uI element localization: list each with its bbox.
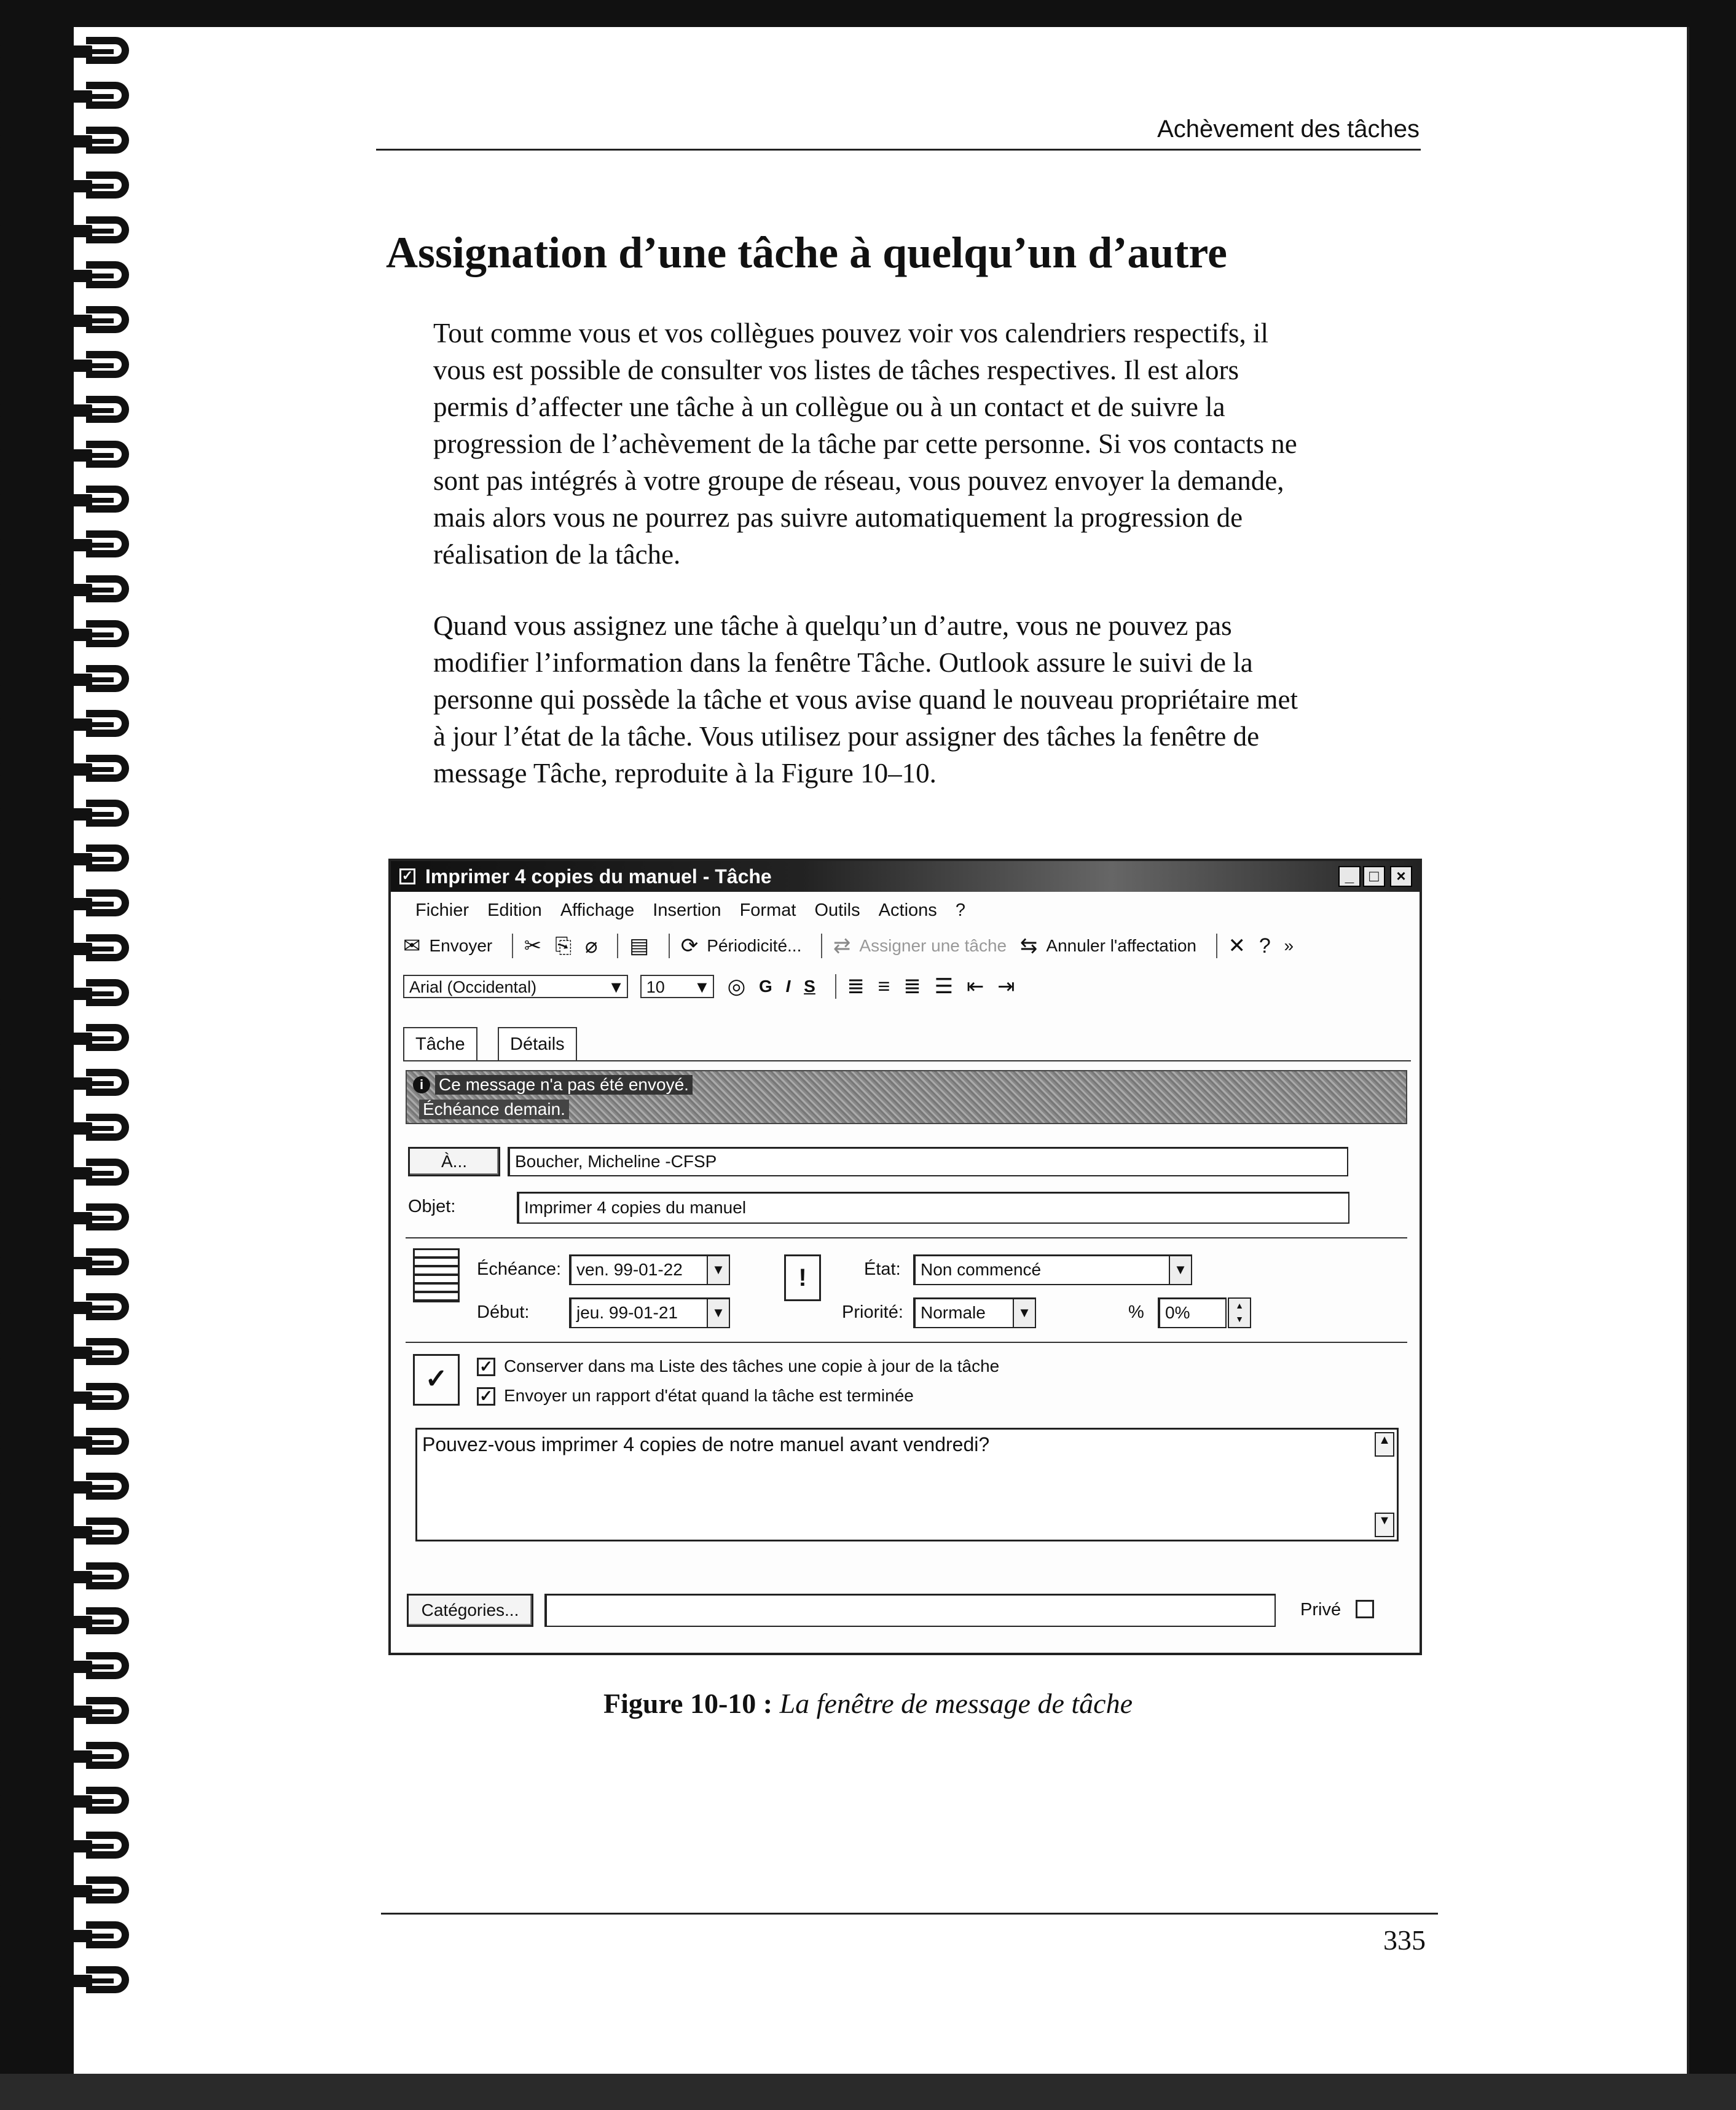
coil-inner: [86, 1799, 114, 1804]
start-date-field[interactable]: [569, 1297, 730, 1328]
priority-value: Normale: [921, 1303, 986, 1322]
spiral-coil: [0, 1293, 141, 1323]
coil-wire: [0, 674, 92, 686]
underline-button[interactable]: S: [804, 977, 815, 996]
coil-wire: [0, 1212, 92, 1224]
spiral-coil: [0, 889, 141, 919]
spiral-coil: [0, 530, 141, 560]
text-line: progression de l’achèvement de la tâche par cette personne. Si vos contacts ne: [433, 428, 1297, 459]
spiral-coil: [0, 1652, 141, 1682]
coil-wire: [0, 270, 92, 282]
coil-inner: [86, 1754, 114, 1759]
subject-label: Objet:: [408, 1197, 456, 1216]
coil-wire: [0, 629, 92, 641]
increase-indent-icon[interactable]: ⇥: [997, 975, 1015, 998]
coil-wire: [0, 1392, 92, 1404]
minimize-button[interactable]: _: [1338, 866, 1361, 887]
coil-inner: [86, 1036, 114, 1041]
send-report-label: Envoyer un rapport d'état quand la tâche est terminée: [504, 1386, 914, 1405]
spiral-coil: [0, 37, 141, 66]
coil-wire: [0, 1840, 92, 1852]
cancel-assign-button[interactable]: Annuler l'affectation: [1046, 936, 1196, 955]
spiral-coil: [0, 127, 141, 156]
info-line-due: Échéance demain.: [419, 1100, 569, 1119]
font-select[interactable]: [403, 975, 628, 998]
spiral-coil: [0, 979, 141, 1009]
menu-help[interactable]: ?: [955, 900, 965, 920]
coil-inner: [86, 812, 114, 817]
spiral-coil: [0, 755, 141, 784]
coil-inner: [86, 453, 114, 458]
coil-wire: [0, 1302, 92, 1314]
priority-dropdown-icon[interactable]: ▼: [1013, 1299, 1035, 1327]
section-divider: [406, 1237, 1407, 1238]
coil-inner: [86, 1664, 114, 1669]
coil-wire: [0, 1930, 92, 1942]
due-label: Échéance:: [477, 1259, 562, 1279]
toolbar-separator: [669, 934, 670, 958]
coil-inner: [86, 49, 114, 54]
coil-wire: [0, 1975, 92, 1987]
size-select[interactable]: [640, 975, 714, 998]
reminder-icon[interactable]: !: [784, 1254, 821, 1301]
keep-copy-checkbox[interactable]: ✓: [477, 1358, 495, 1376]
spiral-coil: [0, 1383, 141, 1412]
text-line: Tout comme vous et vos collègues pouvez voir vos calendriers respectifs, il: [433, 318, 1268, 348]
coil-inner: [86, 363, 114, 368]
font-value: Arial (Occidental): [409, 978, 537, 996]
coil-wire: [0, 449, 92, 462]
to-field[interactable]: Boucher, Micheline -CFSP: [508, 1147, 1348, 1176]
percent-label: %: [1128, 1302, 1144, 1322]
task-list-icon: ✓: [413, 1354, 460, 1406]
spiral-coil: [0, 1473, 141, 1502]
coil-wire: [0, 1885, 92, 1897]
decrease-indent-icon[interactable]: ⇤: [966, 975, 984, 998]
to-button[interactable]: À...: [408, 1147, 500, 1176]
coil-inner: [86, 94, 114, 99]
coil-wire: [0, 315, 92, 327]
scan-border: [0, 2074, 1736, 2110]
spiral-coil: [0, 1921, 141, 1951]
coil-wire: [0, 763, 92, 776]
coil-wire: [0, 180, 92, 192]
coil-inner: [86, 1530, 114, 1535]
coil-inner: [86, 1126, 114, 1131]
spiral-coil: [0, 171, 141, 201]
menu-actions[interactable]: Actions: [878, 900, 937, 920]
coil-wire: [0, 1167, 92, 1179]
spiral-coil: [0, 1428, 141, 1457]
coil-inner: [86, 1261, 114, 1266]
spiral-coil: [0, 396, 141, 425]
coil-wire: [0, 225, 92, 237]
coil-wire: [0, 1481, 92, 1494]
spiral-coil: [0, 710, 141, 739]
coil-wire: [0, 943, 92, 955]
text-line: Quand vous assignez une tâche à quelqu’un d’autre, vous ne pouvez pas: [433, 610, 1232, 641]
header-rule: [376, 149, 1421, 151]
assign-task-button[interactable]: Assigner une tâche: [859, 936, 1007, 955]
spiral-coil: [0, 82, 141, 111]
scroll-up-icon[interactable]: ▲: [1375, 1432, 1394, 1457]
figure-caption: [0, 1687, 1736, 1720]
coil-wire: [0, 1257, 92, 1269]
coil-inner: [86, 543, 114, 548]
coil-inner: [86, 632, 114, 637]
recurrence-button[interactable]: Périodicité...: [707, 936, 802, 955]
spiral-coil: [0, 306, 141, 336]
spiral-binding: [0, 37, 147, 2022]
coil-wire: [0, 1661, 92, 1673]
due-dropdown-icon[interactable]: ▼: [707, 1256, 729, 1284]
spiral-coil: [0, 575, 141, 605]
spiral-coil: [0, 351, 141, 380]
coil-inner: [86, 139, 114, 144]
bold-button[interactable]: G: [759, 977, 772, 996]
footer-rule: [381, 1913, 1438, 1915]
menu-bar: [415, 897, 979, 924]
font-dropdown-icon: ▼: [608, 978, 624, 996]
send-button[interactable]: Envoyer: [429, 936, 493, 955]
spiral-coil: [0, 1787, 141, 1816]
spiral-coil: [0, 1742, 141, 1771]
formatting-toolbar: [403, 969, 1024, 1004]
coil-wire: [0, 1077, 92, 1090]
page-number: 335: [1383, 1924, 1426, 1956]
toolbar-separator: [821, 934, 822, 958]
coil-wire: [0, 1033, 92, 1045]
spiral-coil: [0, 1203, 141, 1233]
task-checkbox-icon: ✓: [399, 868, 415, 884]
spiral-coil: [0, 1607, 141, 1637]
spiral-coil: [0, 441, 141, 470]
coil-inner: [86, 1171, 114, 1176]
align-right-icon[interactable]: ≣: [903, 975, 921, 998]
toolbar-separator: [835, 974, 836, 999]
text-line: mais alors vous ne pourrez pas suivre automatiquement la progression de: [433, 502, 1243, 533]
spiral-coil: [0, 800, 141, 829]
spiral-coil: [0, 665, 141, 695]
toolbar-separator: [512, 934, 513, 958]
task-icon: [413, 1248, 460, 1302]
categories-button[interactable]: Catégories...: [407, 1594, 533, 1627]
spiral-coil: [0, 844, 141, 874]
coil-inner: [86, 498, 114, 503]
coil-inner: [86, 1485, 114, 1490]
text-line: sont pas intégrés à votre groupe de réseau, vous pouvez envoyer la demande,: [433, 465, 1284, 496]
percent-spinner[interactable]: ▲ ▼: [1228, 1297, 1251, 1328]
coil-inner: [86, 1575, 114, 1580]
spiral-coil: [0, 934, 141, 964]
due-date-field[interactable]: [569, 1254, 730, 1285]
percent-field[interactable]: [1158, 1297, 1227, 1328]
coil-inner: [86, 767, 114, 772]
coil-wire: [0, 898, 92, 910]
start-date-value: jeu. 99-01-21: [576, 1303, 678, 1322]
menu-affichage[interactable]: Affichage: [560, 900, 635, 920]
priority-label: Priorité:: [842, 1302, 903, 1322]
spiral-coil: [0, 1248, 141, 1278]
coil-inner: [86, 947, 114, 951]
size-dropdown-icon: ▼: [694, 978, 710, 996]
paragraph-2: [433, 607, 1435, 792]
attach-icon[interactable]: ⌀: [585, 934, 598, 958]
coil-inner: [86, 991, 114, 996]
title-bar: [391, 861, 1420, 892]
coil-inner: [86, 1216, 114, 1221]
menu-insertion[interactable]: Insertion: [653, 900, 721, 920]
coil-wire: [0, 360, 92, 372]
coil-inner: [86, 1934, 114, 1939]
text-line: modifier l’information dans la fenêtre Tâche. Outlook assure le suivi de la: [433, 647, 1253, 678]
tab-baseline: [403, 1060, 1411, 1061]
start-label: Début:: [477, 1302, 530, 1322]
coil-inner: [86, 274, 114, 278]
coil-inner: [86, 1978, 114, 1983]
text-line: message Tâche, reproduite à la Figure 10–10.: [433, 758, 937, 789]
font-color-icon[interactable]: ◎: [727, 975, 746, 998]
scroll-down-icon[interactable]: ▼: [1375, 1513, 1394, 1537]
priority-field[interactable]: [913, 1297, 1036, 1328]
coil-inner: [86, 184, 114, 189]
coil-wire: [0, 45, 92, 58]
text-line: personne qui possède la tâche et vous avise quand le nouveau propriétaire met: [433, 684, 1298, 715]
standard-toolbar: [403, 929, 1302, 963]
note-text: Pouvez-vous imprimer 4 copies de notre manuel avant vendredi?: [422, 1433, 990, 1455]
categories-field[interactable]: [544, 1594, 1276, 1627]
spiral-coil: [0, 1338, 141, 1368]
assign-task-icon: ⇄: [833, 934, 851, 958]
coil-wire: [0, 718, 92, 731]
toolbar-separator: [1216, 934, 1217, 958]
section-divider: [406, 1342, 1407, 1343]
toolbar-more-icon[interactable]: »: [1284, 936, 1294, 955]
spiral-coil: [0, 1114, 141, 1143]
coil-inner: [86, 318, 114, 323]
keep-copy-label: Conserver dans ma Liste des tâches une copie à jour de la tâche: [504, 1356, 1000, 1376]
menu-fichier[interactable]: Fichier: [415, 900, 469, 920]
spiral-coil: [0, 620, 141, 650]
page-title: Assignation d’une tâche à quelqu’un d’autre: [386, 228, 1227, 277]
coil-inner: [86, 408, 114, 413]
text-line: vous est possible de consulter vos listes de tâches respectives. Il est alors: [433, 355, 1239, 385]
task-window: [388, 859, 1422, 1655]
status-label: État:: [864, 1259, 901, 1279]
italic-button[interactable]: I: [785, 977, 791, 996]
coil-wire: [0, 988, 92, 1000]
coil-inner: [86, 902, 114, 907]
coil-wire: [0, 90, 92, 103]
caption-text: La fenêtre de message de tâche: [779, 1688, 1133, 1719]
text-line: à jour l’état de la tâche. Vous utilisez pour assigner des tâches la fenêtre de: [433, 721, 1260, 752]
start-dropdown-icon[interactable]: ▼: [707, 1299, 729, 1327]
spiral-coil: [0, 1159, 141, 1188]
coil-wire: [0, 1122, 92, 1135]
coil-wire: [0, 1616, 92, 1628]
caption-lead: Figure 10-10 :: [603, 1688, 773, 1719]
coil-wire: [0, 808, 92, 821]
coil-wire: [0, 1347, 92, 1359]
coil-wire: [0, 1526, 92, 1538]
coil-inner: [86, 677, 114, 682]
help-icon[interactable]: ?: [1259, 934, 1271, 958]
spiral-coil: [0, 1518, 141, 1547]
menu-format[interactable]: Format: [739, 900, 796, 920]
coil-wire: [0, 1436, 92, 1449]
coil-inner: [86, 588, 114, 592]
coil-inner: [86, 1844, 114, 1849]
spiral-coil: [0, 1562, 141, 1592]
coil-wire: [0, 494, 92, 506]
due-date-value: ven. 99-01-22: [576, 1260, 683, 1279]
recurrence-icon: ⟳: [680, 934, 699, 958]
spiral-coil: [0, 1876, 141, 1906]
coil-wire: [0, 1750, 92, 1763]
coil-inner: [86, 1395, 114, 1400]
toolbar-separator: [617, 934, 618, 958]
private-label: Privé: [1300, 1600, 1341, 1620]
coil-inner: [86, 1305, 114, 1310]
window-title: Imprimer 4 copies du manuel - Tâche: [425, 865, 772, 888]
info-line-not-sent: Ce message n'a pas été envoyé.: [435, 1075, 693, 1095]
copy-icon[interactable]: ⎘: [555, 934, 572, 958]
cancel-assign-icon: ⇆: [1019, 934, 1038, 958]
coil-wire: [0, 853, 92, 865]
spiral-coil: [0, 1024, 141, 1053]
send-report-checkbox[interactable]: ✓: [477, 1387, 495, 1406]
coil-inner: [86, 1440, 114, 1445]
coil-inner: [86, 1620, 114, 1624]
align-center-icon[interactable]: ≡: [878, 975, 890, 998]
spiral-coil: [0, 261, 141, 291]
cut-icon[interactable]: ✂: [524, 934, 542, 958]
coil-wire: [0, 539, 92, 551]
private-checkbox[interactable]: [1356, 1600, 1374, 1618]
note-body[interactable]: [415, 1428, 1399, 1541]
tab-tache[interactable]: Tâche: [403, 1027, 477, 1060]
paragraph-1: [433, 315, 1435, 573]
spiral-coil: [0, 1832, 141, 1861]
coil-inner: [86, 1081, 114, 1086]
coil-inner: [86, 1889, 114, 1894]
spiral-coil: [0, 1069, 141, 1098]
close-button[interactable]: ×: [1390, 866, 1412, 887]
text-line: permis d’affecter une tâche à un collègue ou à un contact et de suivre la: [433, 392, 1225, 422]
coil-inner: [86, 857, 114, 862]
menu-outils[interactable]: Outils: [814, 900, 860, 920]
coil-wire: [0, 1571, 92, 1583]
align-left-icon[interactable]: ≣: [847, 975, 865, 998]
percent-value: 0%: [1165, 1303, 1190, 1322]
info-bar: [406, 1070, 1407, 1124]
bullets-icon[interactable]: ☰: [934, 975, 954, 998]
spiral-coil: [0, 1966, 141, 1996]
status-value: Non commencé: [921, 1260, 1042, 1279]
coil-inner: [86, 722, 114, 727]
tab-details[interactable]: Détails: [498, 1027, 577, 1061]
status-dropdown-icon[interactable]: ▼: [1169, 1256, 1191, 1284]
address-book-icon[interactable]: ▤: [629, 934, 650, 958]
send-icon: ✉: [403, 934, 421, 958]
coil-wire: [0, 1795, 92, 1808]
running-head: Achèvement des tâches: [1157, 116, 1420, 143]
spiral-coil: [0, 216, 141, 246]
subject-field[interactable]: Imprimer 4 copies du manuel: [517, 1192, 1349, 1224]
coil-wire: [0, 584, 92, 596]
coil-wire: [0, 135, 92, 148]
coil-wire: [0, 404, 92, 417]
text-line: réalisation de la tâche.: [433, 539, 681, 570]
status-field[interactable]: [913, 1254, 1192, 1285]
coil-inner: [86, 229, 114, 234]
menu-edition[interactable]: Edition: [487, 900, 542, 920]
maximize-button[interactable]: □: [1363, 866, 1385, 887]
size-value: 10: [646, 978, 665, 996]
info-icon: i: [413, 1076, 430, 1093]
spiral-coil: [0, 486, 141, 515]
coil-inner: [86, 1350, 114, 1355]
delete-icon[interactable]: ✕: [1228, 934, 1246, 958]
